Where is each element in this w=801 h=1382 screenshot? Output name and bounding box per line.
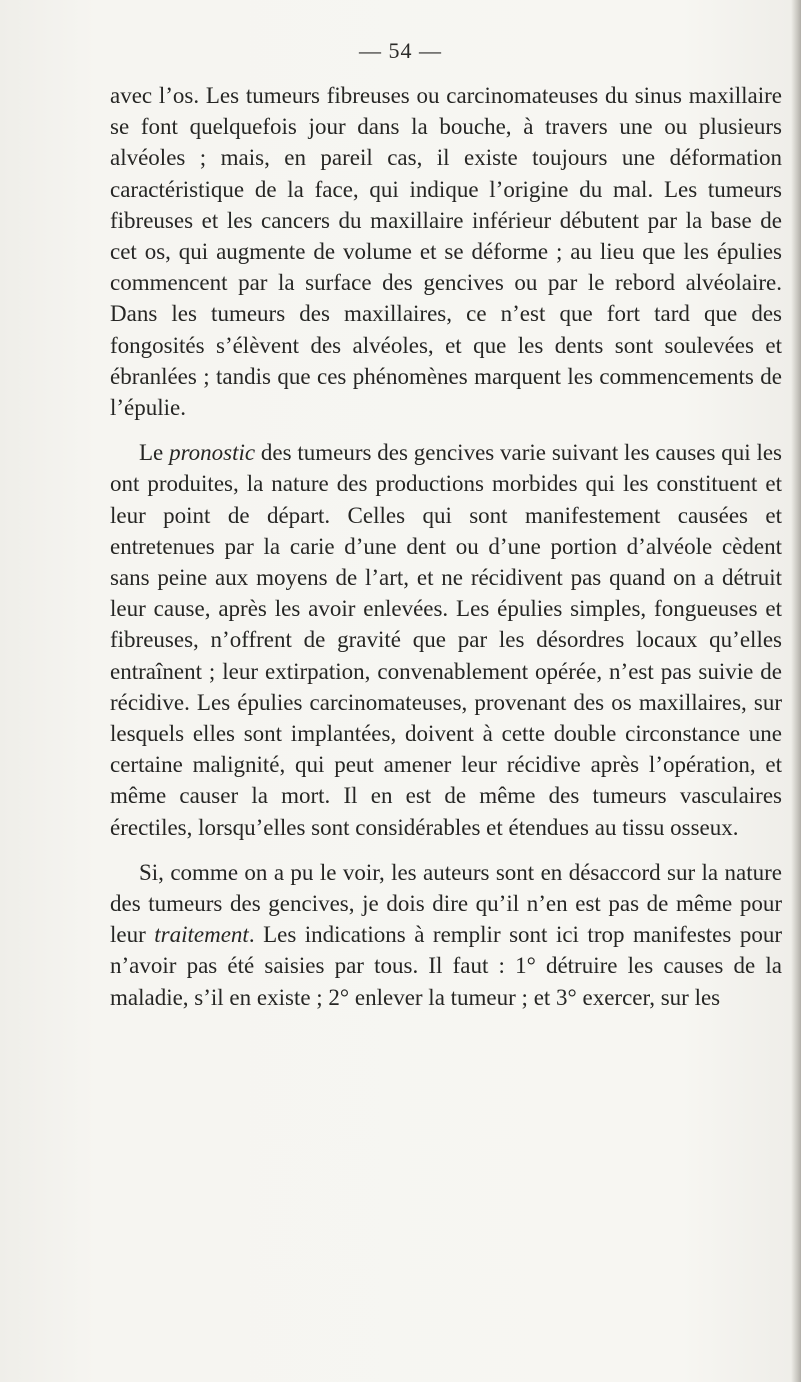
italic-term-traitement: traitement — [154, 922, 249, 948]
paragraph-3-rest: . Les indications à remplir sont ici trop manifestes pour n’avoir pas été saisies par tous. Il faut : 1° détruire les causes de la maladie, s’il en existe ; 2° enlever la tumeur ; et 3° exercer, sur les — [110, 922, 782, 1010]
paragraph-3 — [110, 857, 782, 1013]
paragraph-2-rest: des tumeurs des gencives varie suivant les causes qui les ont produites, la nature des productions morbides qui les constituent et leur point de départ. Celles qui sont manifestement causées et entretenues par la carie d’une dent ou d’une portion d’alvéole cèdent sans peine aux moyens de l’art, et ne récidivent pas quand on a détruit leur cause, après les avoir enlevées. Les épulies simples, fongueuses et fibreuses, n’offrent de gravité que par les désordres locaux qu’elles entraînent ; leur extirpation, convenablement opérée, n’est pas suivie de récidive. Les épulies carcinomateuses, provenant des os maxillaires, sur lesquels elles sont implantées, doivent à cette double circonstance une certaine malignité, qui peut amener leur récidive après l’opération, et même causer la mort. Il en est de même des tumeurs vasculaires érectiles, lorsqu’elles sont considérables et étendues au tissu osseux. — [110, 440, 782, 840]
paragraph-2-start: Le — [139, 440, 170, 466]
paragraph-1: avec l’os. Les tumeurs fibreuses ou carcinomateuses du sinus maxillaire se font quelquefois jour dans la bouche, à travers une ou plusieurs alvéoles ; mais, en pareil cas, il existe toujours une déformation caractéristique de la face, qui indique l’origine du mal. Les tumeurs fibreuses et les cancers du maxillaire inférieur débutent par la base de cet os, qui augmente de volume et se déforme ; au lieu que les épulies commencent par la surface des gencives ou par le rebord alvéolaire. Dans les tumeurs des maxillaires, ce n’est que fort tard que des fongosités s’élèvent des alvéoles, et que les dents sont soulevées et ébranlées ; tandis que ces phénomènes marquent les commencements de l’épulie. — [110, 83, 782, 421]
paragraph-2 — [110, 437, 782, 843]
page-edge-shadow — [791, 0, 801, 1382]
italic-term-pronostic: pronostic — [169, 440, 256, 466]
paragraph-3-start: Si, comme on a pu le voir, les auteurs sont en désaccord sur la nature des tumeurs des gencives, je dois dire qu’il n’en est pas de même pour leur — [110, 859, 782, 948]
page-number: — 54 — — [359, 38, 442, 63]
body-text — [110, 80, 782, 1013]
